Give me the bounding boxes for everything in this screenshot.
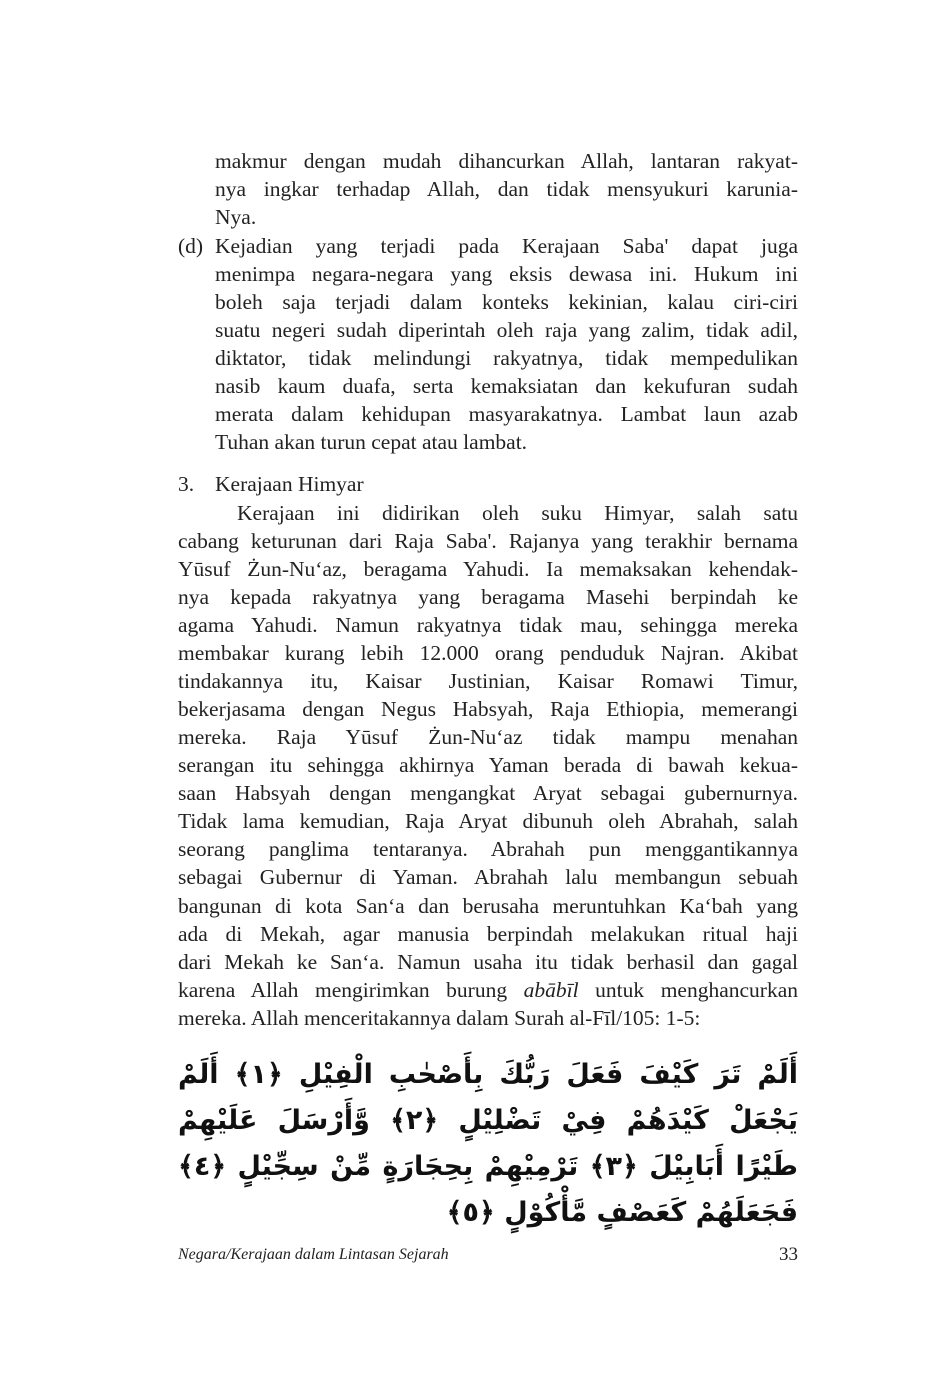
body-line: saan Habsyah dengan mengangkat Aryat sebagai gubernurnya. xyxy=(178,781,798,805)
body-line: cabang keturunan dari Raja Saba'. Rajanya yang terakhir bernama xyxy=(178,529,798,553)
section-heading: Kerajaan Himyar xyxy=(215,472,364,496)
item-d-line: Kejadian yang terjadi pada Kerajaan Saba' dapat juga xyxy=(215,234,798,258)
body-line: Yūsuf Żun-Nu‘az, beragama Yahudi. Ia memaksakan kehendak- xyxy=(178,557,798,581)
body-line: Kerajaan ini didirikan oleh suku Himyar, salah satu xyxy=(237,501,798,525)
body-line: serangan itu sehingga akhirnya Yaman berada di bawah kekua- xyxy=(178,753,798,777)
body-line: mereka. Raja Yūsuf Żun-Nu‘az tidak mampu menahan xyxy=(178,725,798,749)
italic-term: abābīl xyxy=(523,978,579,1002)
item-c-line: Nya. xyxy=(215,205,257,229)
quran-verse-arabic: أَلَمْ تَرَ كَيْفَ فَعَلَ رَبُّكَ بِأَصْحٰبِ الْفِيْلِ ﴿١﴾ أَلَمْ يَجْعَلْ كَيْدَهُمْ فِيْ تَضْلِيْلٍ ﴿٢﴾ وَّأَرْسَلَ عَلَيْهِمْ طَيْرًا أَبَابِيْلَ ﴿٣﴾ تَرْمِيْهِمْ بِحِجَارَةٍ مِّنْ سِجِّيْلٍ ﴿٤﴾ فَجَعَلَهُمْ كَعَصْفٍ مَّأْكُوْلٍ ﴿٥﴾ xyxy=(178,1059,799,1228)
item-d-line: menimpa negara-negara yang eksis dewasa ini. Hukum ini xyxy=(215,262,798,286)
text: karena Allah mengirimkan burung xyxy=(178,978,508,1002)
running-footer-title: Negara/Kerajaan dalam Lintasan Sejarah xyxy=(178,1246,449,1263)
item-d-line: boleh saja terjadi dalam konteks kekinian, kalau ciri-ciri xyxy=(215,290,798,314)
section-number: 3. xyxy=(178,472,195,496)
body-line: membakar kurang lebih 12.000 orang penduduk Najran. Akibat xyxy=(178,641,798,665)
item-c-line: nya ingkar terhadap Allah, dan tidak mensyukuri karunia- xyxy=(215,177,798,201)
body-line: nya kepada rakyatnya yang beragama Masehi berpindah ke xyxy=(178,585,798,609)
item-c-line: makmur dengan mudah dihancurkan Allah, lantaran rakyat- xyxy=(215,149,798,173)
item-d-line: diktator, tidak melindungi rakyatnya, tidak mempedulikan xyxy=(215,346,798,370)
item-d-line: Tuhan akan turun cepat atau lambat. xyxy=(215,430,528,454)
body-line: Tidak lama kemudian, Raja Aryat dibunuh oleh Abrahah, salah xyxy=(178,809,798,833)
body-line: bangunan di kota San‘a dan berusaha meruntuhkan Ka‘bah yang xyxy=(178,894,798,918)
item-d-line: suatu negeri sudah diperintah oleh raja yang zalim, tidak adil, xyxy=(215,318,798,342)
body-line: sebagai Gubernur di Yaman. Abrahah lalu membangun sebuah xyxy=(178,865,798,889)
item-d-line: nasib kaum duafa, serta kemaksiatan dan kekufuran sudah xyxy=(215,374,798,398)
item-d-line: merata dalam kehidupan masyarakatnya. Lambat laun azab xyxy=(215,402,798,426)
body-line: tindakannya itu, Kaisar Justinian, Kaisar Romawi Timur, xyxy=(178,669,798,693)
body-line: seorang panglima tentaranya. Abrahah pun menggantikannya xyxy=(178,837,798,861)
body-line: dari Mekah ke San‘a. Namun usaha itu tidak berhasil dan gagal xyxy=(178,950,798,974)
body-line: mereka. Allah menceritakannya dalam Surah al-Fīl/105: 1-5: xyxy=(178,1006,701,1030)
body-line: bekerjasama dengan Negus Habsyah, Raja Ethiopia, memerangi xyxy=(178,697,798,721)
body-line xyxy=(178,976,798,1004)
body-line: ada di Mekah, agar manusia berpindah melakukan ritual haji xyxy=(178,922,798,946)
page-number: 33 xyxy=(779,1244,798,1265)
body-line: agama Yahudi. Namun rakyatnya tidak mau, sehingga mereka xyxy=(178,613,798,637)
item-d-marker: (d) xyxy=(178,234,204,258)
text: untuk menghancurkan xyxy=(595,978,799,1002)
